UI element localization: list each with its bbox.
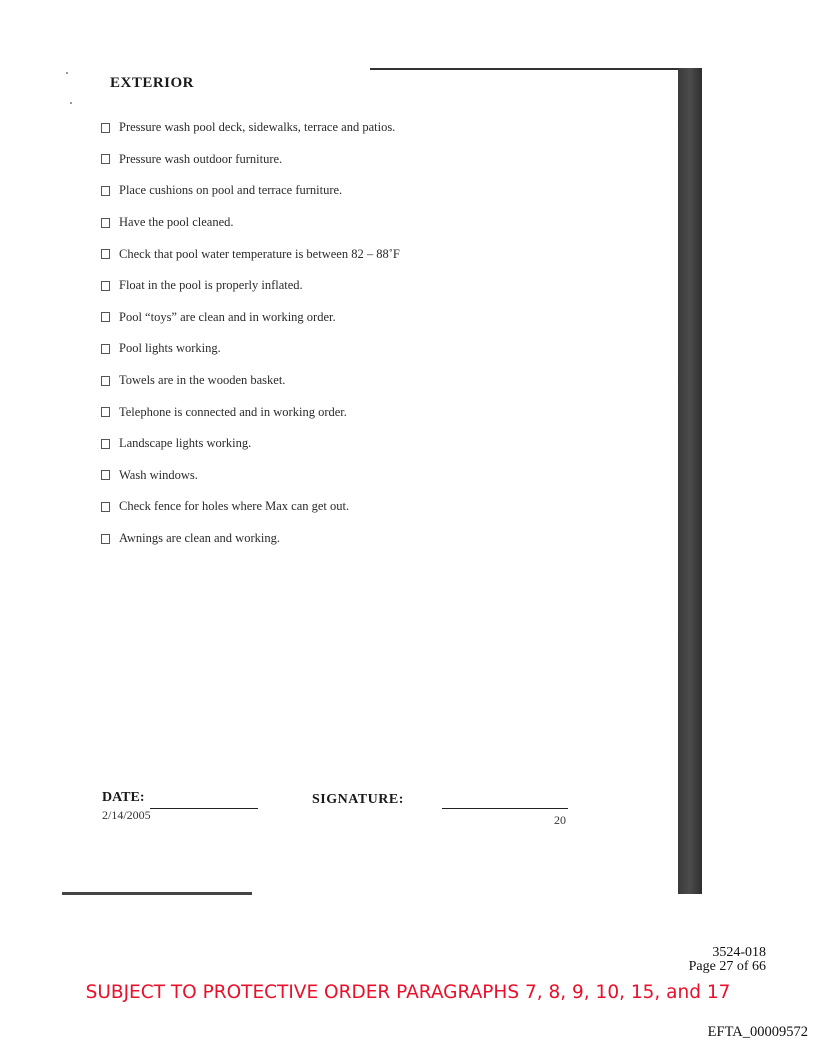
- date-value: 2/14/2005: [102, 808, 151, 822]
- checkbox-icon[interactable]: [101, 154, 110, 164]
- checkbox-icon[interactable]: [101, 218, 110, 228]
- checkbox-icon[interactable]: [101, 534, 110, 544]
- checklist-item: [101, 175, 621, 207]
- checkbox-icon[interactable]: [101, 312, 110, 322]
- scan-top-rule: [370, 68, 680, 70]
- checkbox-icon[interactable]: [101, 439, 110, 449]
- checklist-item: [101, 333, 621, 365]
- checkbox-icon[interactable]: [101, 344, 110, 354]
- signature-field-line[interactable]: [442, 808, 568, 809]
- checklist-item: [101, 428, 621, 460]
- checkbox-icon[interactable]: [101, 376, 110, 386]
- signature-label: SIGNATURE:: [312, 792, 404, 807]
- protective-order-notice: SUBJECT TO PROTECTIVE ORDER PARAGRAPHS 7, 8, 9, 10, 15, and 17: [85, 982, 731, 1003]
- checklist-item: [101, 396, 621, 428]
- checklist: [101, 112, 621, 554]
- scan-speck: [66, 72, 68, 74]
- checkbox-icon[interactable]: [101, 470, 110, 480]
- scan-speck: [70, 102, 72, 104]
- checklist-item-text: Have the pool cleaned.: [119, 215, 234, 230]
- checklist-item-text: Telephone is connected and in working order.: [119, 404, 347, 419]
- bates-number: 3524-018: [712, 945, 766, 960]
- page-number: 20: [554, 813, 566, 827]
- scan-bottom-rule: [62, 892, 252, 895]
- checklist-item: [101, 270, 621, 302]
- checklist-item: [101, 238, 621, 270]
- checklist-item: [101, 144, 621, 176]
- checkbox-icon[interactable]: [101, 407, 110, 417]
- checklist-item-text: Check that pool water temperature is between 82 – 88˚F: [119, 246, 400, 261]
- checklist-item: [101, 112, 621, 144]
- scan-edge-shadow: [678, 68, 702, 894]
- checklist-item: [101, 491, 621, 523]
- date-label: DATE:: [102, 790, 145, 805]
- checklist-item: [101, 365, 621, 397]
- checklist-item-text: Landscape lights working.: [119, 436, 252, 451]
- checklist-item-text: Check fence for holes where Max can get out.: [119, 499, 350, 514]
- checklist-item-text: Pool lights working.: [119, 341, 221, 356]
- checklist-item: [101, 460, 621, 492]
- section-heading: EXTERIOR: [110, 75, 195, 91]
- checklist-item-text: Pressure wash pool deck, sidewalks, terrace and patios.: [119, 120, 396, 135]
- checkbox-icon[interactable]: [101, 502, 110, 512]
- checkbox-icon[interactable]: [101, 123, 110, 133]
- checklist-item-text: Awnings are clean and working.: [119, 531, 280, 546]
- date-field-line[interactable]: [150, 808, 258, 809]
- checkbox-icon[interactable]: [101, 186, 110, 196]
- checklist-item-text: Pressure wash outdoor furniture.: [119, 151, 283, 166]
- checkbox-icon[interactable]: [101, 281, 110, 291]
- checklist-item: [101, 523, 621, 555]
- page-of-count: Page 27 of 66: [688, 959, 766, 974]
- checklist-item-text: Towels are in the wooden basket.: [119, 373, 286, 388]
- checklist-item-text: Pool “toys” are clean and in working order.: [119, 309, 336, 324]
- bates-block: [689, 946, 766, 974]
- checklist-item-text: Wash windows.: [119, 467, 198, 482]
- checkbox-icon[interactable]: [101, 249, 110, 259]
- checklist-item-text: Place cushions on pool and terrace furniture.: [119, 183, 343, 198]
- checklist-item: [101, 302, 621, 334]
- checklist-item: [101, 207, 621, 239]
- checklist-item-text: Float in the pool is properly inflated.: [119, 278, 303, 293]
- efta-id: EFTA_00009572: [707, 1024, 808, 1040]
